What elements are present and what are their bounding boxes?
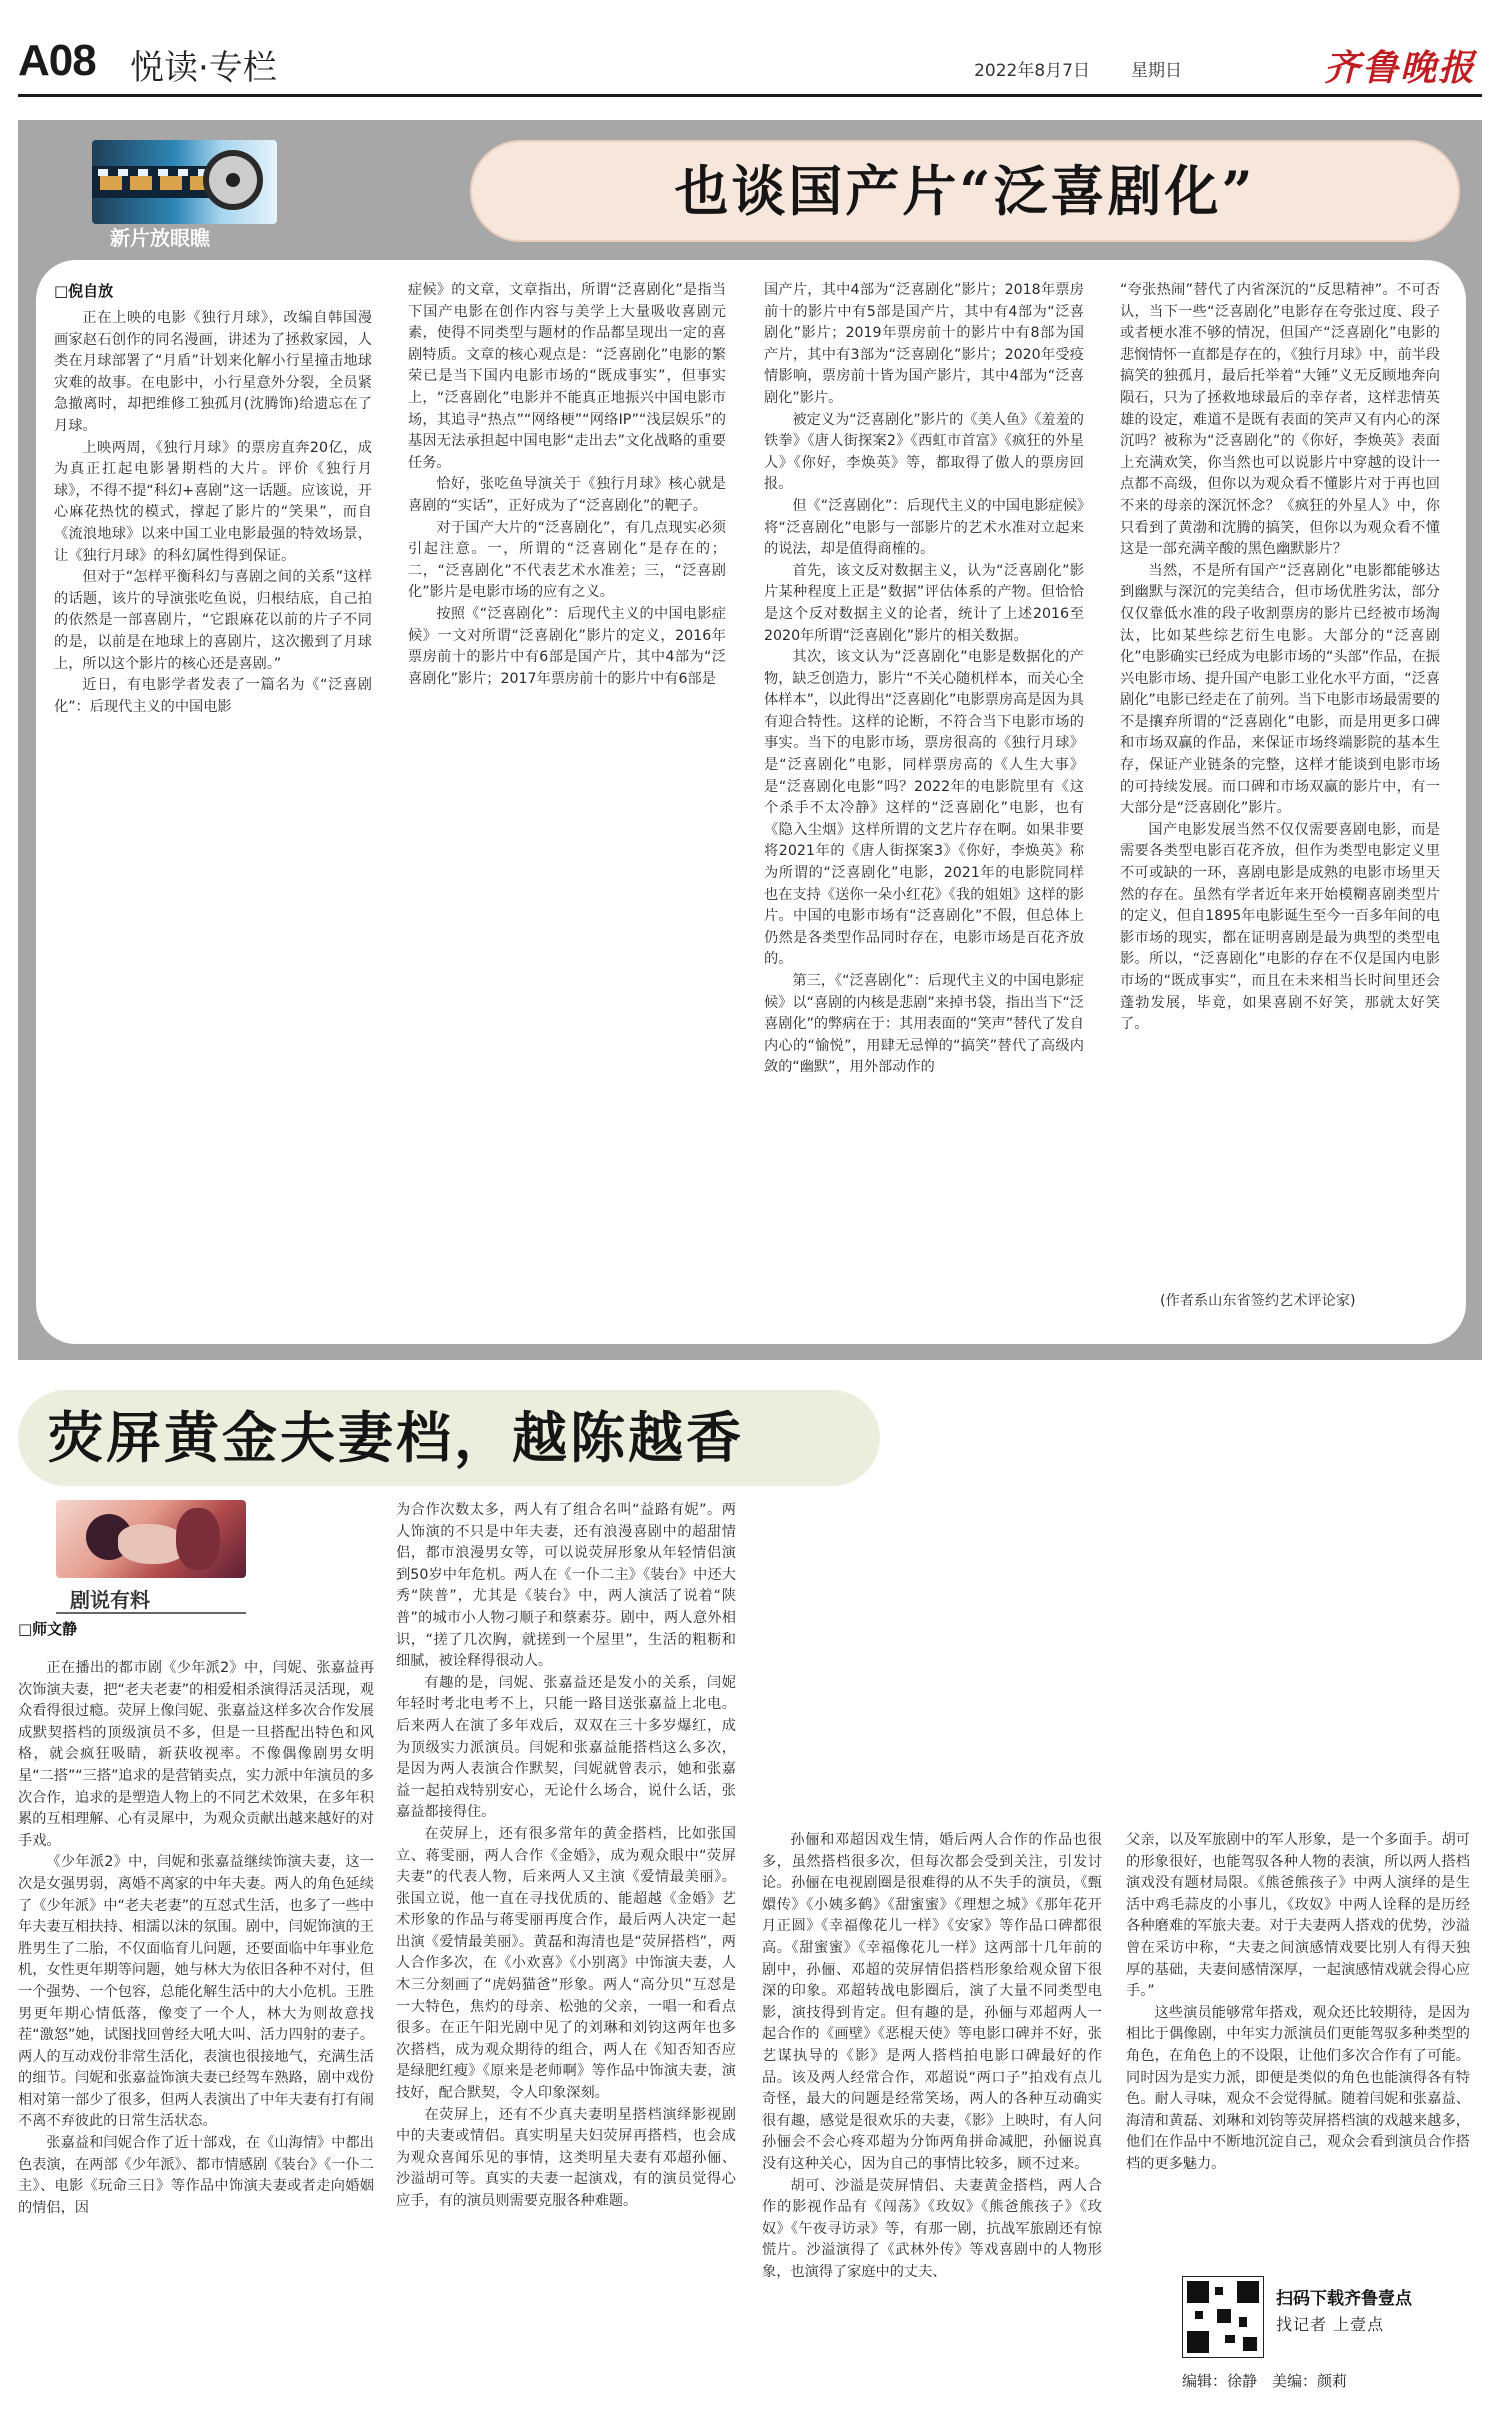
- article2-column-4: [1126, 1830, 1470, 2250]
- article2-column-3: [762, 1830, 1102, 2398]
- paragraph: 被定义为“泛喜剧化”影片的《美人鱼》《羞羞的铁拳》《唐人街探案2》《西虹市首富》《疯狂的外星人》《你好，李焕英》等，都取得了傲人的票房回报。: [764, 411, 1084, 493]
- paragraph: 这些演员能够常年搭戏，观众还比较期待，是因为相比于偶像剧，中年实力派演员们更能驾驭多种类型的角色，在角色上的不设限，让他们多次合作有了可能。同时因为是实力派，即便是类似的角色也能演得各有特色。耐人寻味，观众不会觉得腻。随着闫妮和张嘉益、海清和黄磊、刘琳和刘钧等荧屏搭档演的戏越来越多，他们在作品中不断地沉淀自己，观众会看到演员合作搭档的更多魅力。: [1126, 2004, 1470, 2172]
- page-number: A08: [18, 36, 96, 85]
- issue-date: 2022年8月7日: [974, 61, 1090, 81]
- paragraph: 当然，不是所有国产“泛喜剧化”电影都能够达到幽默与深沉的完美结合，但市场优胜劣汰，部分仅仅靠低水准的段子收割票房的影片已经被市场淘汰，比如某些综艺衍生电影。大部分的“泛喜剧化”电影确实已经成为电影市场的“头部”作品，在振兴电影市场、提升国产电影工业化水平方面，“泛喜剧化”电影已经走在了前列。当下电影市场最需要的不是攘弃所谓的“泛喜剧化”电影，而是用更多口碑和市场双赢的作品，来保证市场终端影院的基本生存，保证产业链条的完整，这样才能谈到电影市场的可持续发展。而口碑和市场双赢的影片中，有一大部分是“泛喜剧化”影片。: [1120, 562, 1440, 817]
- author-note: (作者系山东省签约艺术评论家): [1160, 1293, 1356, 1309]
- qr-caption: 扫码下载齐鲁壹点: [1276, 2289, 1412, 2309]
- article1-column-4: [1120, 280, 1440, 1282]
- paragraph: 症候》的文章，文章指出，所谓“泛喜剧化”是指当下国产电影在创作内容与美学上大量吸收喜剧元素，使得不同类型与题材的作品都呈现出一定的喜剧特质。文章的核心观点是：“泛喜剧化”电影的繁荣已是当下国内电影市场的“既成事实”，但事实上，“泛喜剧化”电影并不能真正地振兴中国电影市场，其追寻“热点”“网络梗”“网络IP”“浅层娱乐”的基因无法承担起中国电影“走出去”文化战略的重要任务。: [408, 282, 726, 471]
- paragraph: “夸张热闹”替代了内省深沉的“反思精神”。不可否认，当下一些“泛喜剧化”电影存在夸张过度、段子或者梗水准不够的情况，但国产“泛喜剧化”电影的悲悯情怀一直都是存在的，《独行月球》中，前半段搞笑的独孤月，最后托举着“大锤”义无反顾地奔向陨石，只为了拯救地球最后的幸存者，这样悲情英雄的设定，难道不是既有表面的笑声又有内心的深沉吗？被称为“泛喜剧化”的《你好，李焕英》表面上充满欢笑，你当然也可以说影片中穿越的设计一点都不高级，但你以为观众看不懂影片对于再也回不来的母亲的深沉怀念？《疯狂的外星人》中，你只看到了黄渤和沈腾的搞笑，但你以为观众看不懂这是一部充满辛酸的黑色幽默影片？: [1120, 282, 1440, 558]
- article2-column-1: [18, 1658, 374, 2398]
- article2-byline: □师文静: [18, 1620, 78, 1638]
- article2-column-2: [396, 1500, 736, 2398]
- paragraph: 《少年派2》中，闫妮和张嘉益继续饰演夫妻，这一次是女强男弱，离婚不离家的中年夫妻。两人的角色延续了《少年派》中“老夫老妻”的互怼式生活，也多了一些中年夫妻互相扶持、相濡以沫的氛围。剧中，闫妮饰演的王胜男生了二胎，不仅面临育儿问题，还要面临中年事业危机，女性更年期等问题，她与林大为依旧各种不对付，但一个强势、一个包容，总能化解生活中的大小危机。王胜男更年期心情低落，像变了一个人，林大为则故意找茬“激怒”她，试图找回曾经大吼大叫、活力四射的妻子。两人的互动戏份非常生活化，表演也很接地气，充满生活的细节。闫妮和张嘉益饰演夫妻已经驾车熟路，剧中戏份相对第一部少了很多，但两人表演出了中年夫妻有打有闹不离不弃彼此的日常生活状态。: [18, 1854, 374, 2130]
- paragraph: 国产电影发展当然不仅仅需要喜剧电影，而是需要各类型电影百花齐放，但作为类型电影定义里不可或缺的一环，喜剧电影是成熟的电影市场里天然的存在。虽然有学者近年来开始模糊喜剧类型片的定义，但自1895年电影诞生至今一百多年间的电影市场的现实，都在证明喜剧是最为典型的类型电影。所以，“泛喜剧化”电影的存在不仅是国内电影市场的“既成事实”，而且在未来相当长时间里还会蓬勃发展，毕竟，如果喜剧不好笑，那就太好笑了。: [1120, 821, 1440, 1033]
- column-label: 新片放眼瞧: [110, 226, 210, 250]
- paragraph: 第三，《“泛喜剧化”：后现代主义的中国电影症候》以“喜剧的内核是悲剧”来掉书袋，指出当下“泛喜剧化”的弊病在于：其用表面的“笑声”替代了发自内心的“愉悦”，用肆无忌惮的“搞笑”替代了高级内敛的“幽默”，用外部动作的: [764, 973, 1084, 1076]
- paragraph: 有趣的是，闫妮、张嘉益还是发小的关系，闫妮年轻时考北电考不上，只能一路目送张嘉益上北电。后来两人在演了多年戏后，双双在三十多岁爆红，成为顶级实力派演员。闫妮和张嘉益能搭档这么多次，是因为两人表演合作默契，闫妮就曾表示，她和张嘉益一起拍戏特别安心，无论什么场合，说什么话，张嘉益都接得住。: [396, 1674, 736, 1821]
- paragraph: 国产片，其中4部为“泛喜剧化”影片；2018年票房前十的影片中有5部是国产片，其中有4部为“泛喜剧化”影片；2019年票房前十的影片中有8部为国产片，其中有3部为“泛喜剧化”影片；2020年受疫情影响，票房前十皆为国产影片，其中4部为“泛喜剧化”影片。: [764, 282, 1084, 406]
- paragraph: 其次，该文认为“泛喜剧化”电影是数据化的产物，缺乏创造力，影片“不关心随机样本，而关心全体样本”，以此得出“泛喜剧化”电影票房高是因为具有迎合特性。这样的论断，不符合当下电影市场的事实。当下的电影市场，票房很高的《独行月球》是“泛喜剧化”电影，同样票房高的《人生大事》是“泛喜剧化电影”吗？2022年的电影院里有《这个杀手不太冷静》这样的“泛喜剧化”电影，也有《隐入尘烟》这样所谓的文艺片存在啊。如果非要将2021年的《唐人街探案3》《你好，李焕英》称为所谓的“泛喜剧化”电影，2021年的电影院同样也在支持《送你一朵小红花》《我的姐姐》这样的影片。中国的电影市场有“泛喜剧化”不假，但总体上仍然是各类型作品同时存在，电影市场是百花齐放的。: [764, 649, 1084, 968]
- paragraph: 胡可、沙溢是荧屏情侣、夫妻黄金搭档，两人合作的影视作品有《闯荡》《玫奴》《熊爸熊孩子》《玫奴》《午夜寻访录》等，有那一剧，抗战军旅剧还有惊慌片。沙溢演得了《武林外传》等戏喜剧中的人物形象，也演得了家庭中的丈夫、: [762, 2177, 1102, 2280]
- qr-subcaption: 找记者 上壹点: [1276, 2315, 1385, 2334]
- article1-byline: □倪自放: [54, 282, 114, 300]
- paragraph: 为合作次数太多，两人有了组合名叫“益路有妮”。两人饰演的不只是中年夫妻，还有浪漫喜剧中的超甜情侣，都市浪漫男女等，可以说荧屏形象从年轻情侣演到50岁中年危机。两人在《一仆二主》《装台》中还大秀“陕普”，尤其是《装台》中，两人演活了说着“陕普”的城市小人物刁顺子和蔡素芬。剧中，两人意外相识，“搓了几次胸，就搓到一个屋里”，生活的粗粝和细腻，被诠释得很动人。: [396, 1502, 736, 1670]
- paragraph: 正在上映的电影《独行月球》，改编自韩国漫画家赵石创作的同名漫画，讲述为了拯救家园，人类在月球部署了“月盾”计划来化解小行星撞击地球灾难的故事。在电影中，小行星意外分裂，全员紧急撤离时，却把维修工独孤月(沈腾饰)给遗忘在了月球。: [54, 310, 372, 434]
- paragraph: 近日，有电影学者发表了一篇名为《“泛喜剧化”：后现代主义的中国电影: [54, 677, 372, 715]
- paragraph: 对于国产大片的“泛喜剧化”，有几点现实必须引起注意。一，所谓的“泛喜剧化”是存在的；二，“泛喜剧化”不代表艺术水准差；三，“泛喜剧化”影片是电影市场的应有之义。: [408, 519, 726, 601]
- section-title: 悦读·专栏: [130, 48, 277, 88]
- paragraph: 按照《“泛喜剧化”：后现代主义的中国电影症候》一文对所谓“泛喜剧化”影片的定义，2016年票房前十的影片中有6部是国产片，其中4部为“泛喜剧化”影片；2017年票房前十的影片中有6部是: [408, 605, 726, 687]
- paragraph: 但对于“怎样平衡科幻与喜剧之间的关系”这样的话题，该片的导演张吃鱼说，归根结底，自己拍的依然是一部喜剧片，“它跟麻花以前的片子不同的是，以前是在地球上的喜剧片，这次搬到了月球上，所以这个影片的核心还是喜剧。”: [54, 569, 372, 672]
- article1-title: 也谈国产片“泛喜剧化”: [674, 159, 1256, 223]
- article2-title: 荧屏黄金夫妻档，越陈越香: [48, 1405, 745, 1470]
- header-divider: [18, 94, 1482, 97]
- dancers-illustration-icon: [56, 1500, 246, 1578]
- article1-column-1: [54, 308, 372, 848]
- column-label-underline: [56, 1612, 246, 1614]
- paragraph: 但《“泛喜剧化”：后现代主义的中国电影症候》将“泛喜剧化”电影与一部影片的艺术水准对立起来的说法，却是值得商榷的。: [764, 497, 1084, 558]
- article1-column-3: [764, 280, 1084, 1316]
- column-label: 剧说有料: [70, 1588, 150, 1612]
- paragraph: 上映两周，《独行月球》的票房直奔20亿，成为真正扛起电影暑期档的大片。评价《独行月球》，不得不提“科幻+喜剧”这一话题。应该说，开心麻花热忱的模式，撑起了影片的“笑果”，而自《流浪地球》以来中国工业电影最强的特效场景，让《独行月球》的科幻属性得到保证。: [54, 439, 372, 564]
- editor-credit: 编辑：徐静 美编：颜莉: [1182, 2372, 1348, 2390]
- paragraph: 在荧屏上，还有很多常年的黄金搭档，比如张国立、蒋雯丽，两人合作《金婚》，成为观众眼中“荧屏夫妻”的代表人物，后来两人又主演《爱情最美丽》。张国立说，他一直在寻找优质的、能超越《金婚》艺术形象的作品与蒋雯丽再度合作，最后两人决定一起出演《爱情最美丽》。黄磊和海清也是“荧屏搭档”，两人合作多次，在《小欢喜》《小别离》中饰演夫妻，人木三分刻画了“虎妈猫爸”形象。两人“高分贝”互怼是一大特色，焦灼的母亲、松弛的父亲，一唱一和看点很多。在正午阳光剧中见了的刘琳和刘钧这两年也多次搭档，成为观众期待的组合，两人在《知否知否应是绿肥红瘦》《原来是老师啊》等作品中饰演夫妻，演技好，配合默契，令人印象深刻。: [396, 1825, 736, 2102]
- paragraph: 张嘉益和闫妮合作了近十部戏，在《山海情》中都出色表演，在两部《少年派》、都市情感剧《装台》《一仆二主》、电影《玩命三日》等作品中饰演夫妻或者走向婚姻的情侣，因: [18, 2135, 374, 2216]
- paragraph: 在荧屏上，还有不少真夫妻明星搭档演绎影视剧中的夫妻或情侣。真实明星夫妇荧屏再搭档，也会成为观众喜闻乐见的事情，这类明星夫妻有邓超孙俪、沙溢胡可等。真实的夫妻一起演戏，有的演员觉得心应手，有的演员则需要克服各种难题。: [396, 2106, 736, 2209]
- paragraph: 首先，该文反对数据主义，认为“泛喜剧化”影片某种程度上正是“数据”评估体系的产物。但恰恰是这个反对数据主义的论者，统计了上述2016至2020年所谓“泛喜剧化”影片的相关数据。: [764, 562, 1084, 644]
- film-reel-icon: [92, 140, 277, 224]
- newspaper-logo: 齐鲁晚报: [1323, 47, 1476, 89]
- paragraph: 父亲，以及军旅剧中的军人形象，是一个多面手。胡可的形象很好，也能驾驭各种人物的表演，所以两人搭档演戏没有题材局限。《熊爸熊孩子》中两人演绎的是生活中鸡毛蒜皮的小事儿，《玫奴》中两人诠释的是历经各种磨难的军旅夫妻。对于夫妻两人搭戏的优势，沙溢曾在采访中称，“夫妻之间演感情戏要比别人有得天独厚的基础，夫妻间感情深厚，一起演感情戏就会得心应手。”: [1126, 1832, 1470, 2000]
- article1-column-2: [408, 280, 726, 850]
- qr-code-icon[interactable]: [1182, 2276, 1264, 2358]
- paragraph: 孙俪和邓超因戏生情，婚后两人合作的作品也很多，虽然搭档很多次，但每次都会受到关注，引发讨论。孙俪在电视剧圈是很难得的从不失手的演员，《甄嬛传》《小姨多鹤》《甜蜜蜜》《理想之城》《那年花开月正圆》《幸福像花儿一样》《安家》等作品口碑都很高。《甜蜜蜜》《幸福像花儿一样》这两部十几年前的剧中，孙俪、邓超的荧屏情侣搭档形象给观众留下很深的印象。邓超转战电影圈后，演了大量不同类型电影，演技得到肯定。但有趣的是，孙俪与邓超两人一起合作的《画壁》《恶棍天使》等电影口碑并不好，张艺谋执导的《影》是两人搭档拍电影口碑最好的作品。该及两人经常合作，邓超说“两口子”拍戏有点儿奇怪，最大的问题是经常笑场，两人的各种互动确实很有趣，感觉是很欢乐的夫妻，《影》上映时，有人问孙俪会不会心疼邓超为分饰两角拼命减肥，孙俪说真没有这种关心，因为自己的事情比较多，顾不过来。: [762, 1832, 1102, 2172]
- paragraph: 正在播出的都市剧《少年派2》中，闫妮、张嘉益再次饰演夫妻，把“老夫老妻”的相爱相杀演得活灵活现，观众看得很过瘾。荧屏上像闫妮、张嘉益这样多次合作发展成默契搭档的顶级演员不多，但是一旦搭配出特色和风格，就会疯狂吸睛，新获收视率。不像偶像剧男女明星“二搭”“三搭”追求的是营销卖点，实力派中年演员的多次合作，追求的是塑造人物上的不同艺术效果，在多年积累的互相理解、心有灵犀中，为观众贡献出越来越好的对手戏。: [18, 1660, 374, 1849]
- issue-weekday: 星期日: [1131, 61, 1182, 81]
- paragraph: 恰好，张吃鱼导演关于《独行月球》核心就是喜剧的“实话”，正好成为了“泛喜剧化”的靶子。: [408, 476, 726, 514]
